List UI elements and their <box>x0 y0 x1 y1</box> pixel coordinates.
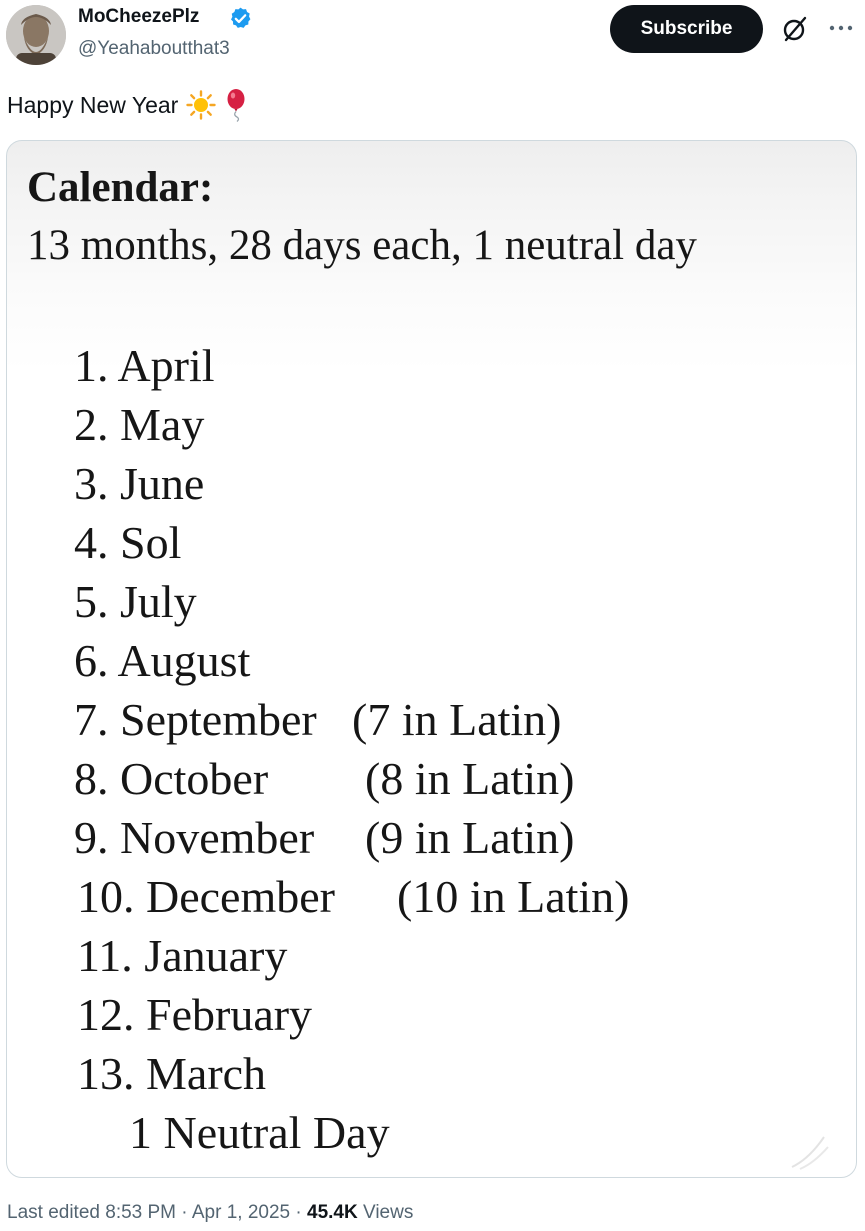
verified-badge-icon <box>228 6 253 31</box>
watermark-icon <box>784 1129 834 1173</box>
latin-note: (7 in Latin) <box>352 694 562 745</box>
media-subtitle: 13 months, 28 days each, 1 neutral day <box>27 222 697 269</box>
month-item: 2. May <box>74 399 205 450</box>
month-item: 6. August <box>74 635 251 686</box>
sun-icon <box>186 90 216 120</box>
avatar[interactable] <box>6 5 66 65</box>
more-icon[interactable] <box>827 16 855 40</box>
media-title: Calendar: <box>27 164 214 211</box>
month-item: 12. February <box>77 989 313 1040</box>
month-item: 7. September <box>74 694 317 745</box>
month-item: 3. June <box>74 458 205 509</box>
month-item: 13. March <box>77 1048 267 1099</box>
views-label: Views <box>362 1202 414 1223</box>
month-item: 11. January <box>77 930 288 981</box>
month-item: 10. December <box>77 871 335 922</box>
month-list <box>7 141 856 1177</box>
author-display-name[interactable]: MoCheezePlz <box>78 6 200 27</box>
tweet-media-image[interactable] <box>6 140 857 1178</box>
latin-note: (10 in Latin) <box>397 871 630 922</box>
author-handle[interactable]: @Yeahaboutthat3 <box>78 38 230 59</box>
tweet-meta <box>7 1202 413 1224</box>
meta-separator: · <box>181 1202 188 1223</box>
month-item: 9. November <box>74 812 315 863</box>
tweet-text <box>7 88 248 122</box>
month-item: 8. October <box>74 753 269 804</box>
edited-label[interactable]: Last edited <box>7 1202 100 1223</box>
month-item: 1. April <box>74 340 215 391</box>
tweet-date[interactable]: Apr 1, 2025 <box>191 1202 291 1223</box>
meta-separator: · <box>295 1202 302 1223</box>
neutral-day-item: 1 Neutral Day <box>129 1107 390 1158</box>
subscribe-button[interactable]: Subscribe <box>610 5 763 53</box>
tweet-time[interactable]: 8:53 PM <box>105 1202 177 1223</box>
tweet-text-content: Happy New Year <box>7 91 179 118</box>
views-count: 45.4K <box>307 1202 358 1223</box>
latin-note: (9 in Latin) <box>365 812 575 863</box>
grok-icon[interactable] <box>780 14 810 44</box>
latin-note: (8 in Latin) <box>365 753 575 804</box>
balloon-icon <box>224 88 248 122</box>
avatar-image <box>6 5 66 65</box>
month-item: 4. Sol <box>74 517 182 568</box>
month-item: 5. July <box>74 576 197 627</box>
